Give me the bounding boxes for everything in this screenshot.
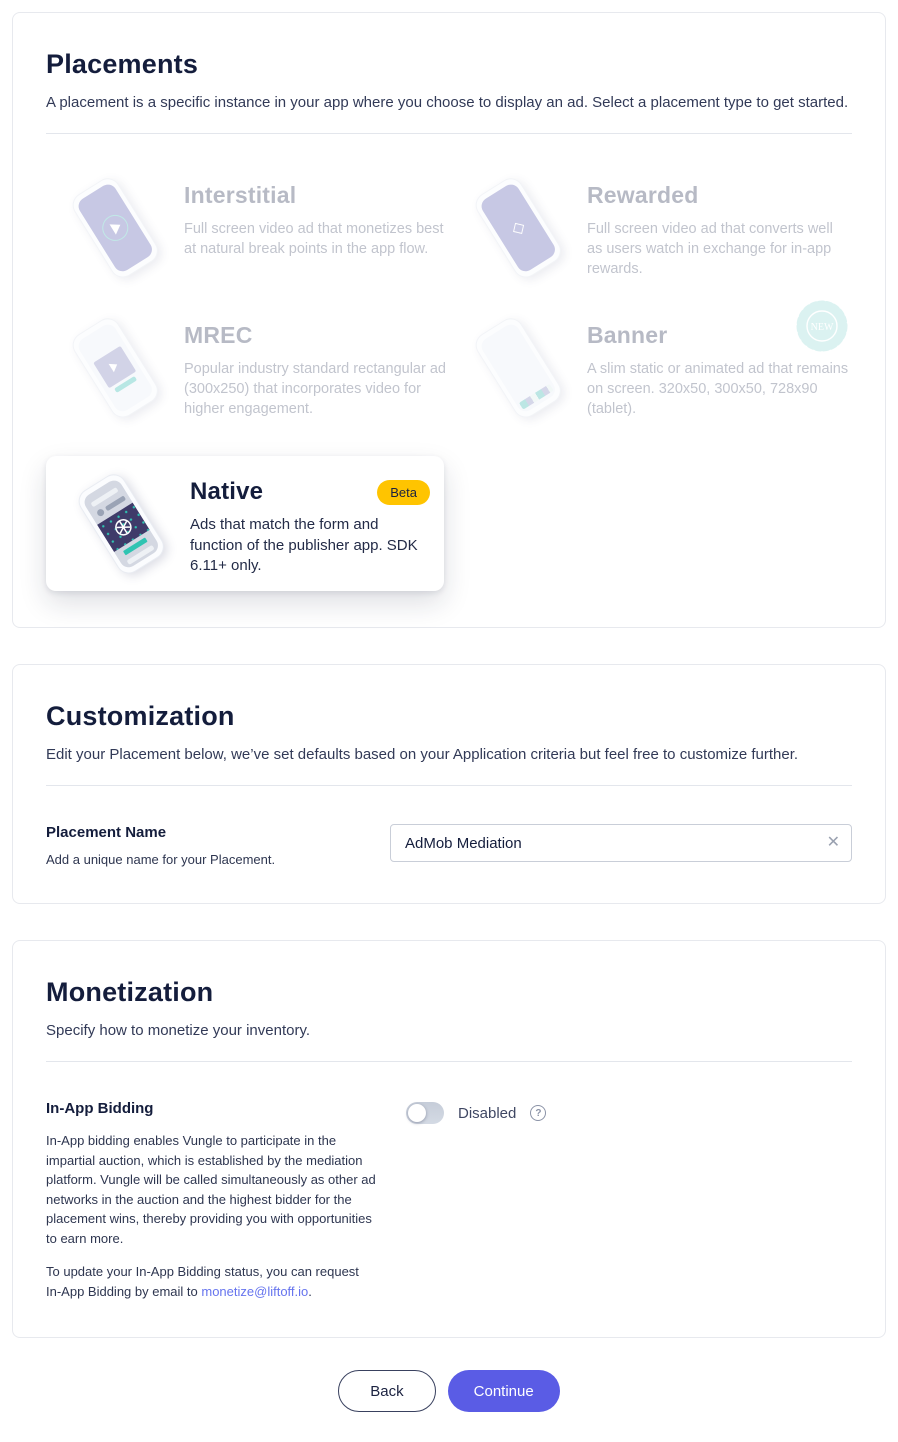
placement-option-banner[interactable] — [449, 314, 852, 454]
option-description: Full screen video ad that monetizes best at natural break points in the app flow. — [184, 221, 444, 257]
option-description: A slim static or animated ad that remains on screen. 320x50, 300x50, 728x90 (tablet). — [587, 361, 849, 417]
customization-section — [12, 664, 886, 904]
option-description: Ads that match the form and function of the publisher app. SDK 6.11+ only. — [190, 516, 418, 575]
new-badge — [796, 300, 848, 352]
placement-name-input-wrap — [390, 824, 852, 862]
banner-ad-strip — [519, 384, 554, 410]
rewarded-phone-icon — [449, 174, 571, 314]
option-description: Full screen video ad that converts well as users watch in exchange for in-app rewards. — [587, 221, 833, 277]
placement-options-grid — [46, 134, 852, 591]
in-app-bidding-label: In-App Bidding — [46, 1100, 154, 1118]
placement-option-interstitial[interactable] — [46, 174, 449, 314]
customization-description: Edit your Placement below, we’ve set defaults based on your Application criteria but feel free to customize further. — [46, 746, 799, 764]
mrec-phone-icon — [46, 314, 168, 454]
clear-input-icon[interactable]: ✕ — [826, 834, 840, 852]
back-button[interactable]: Back — [338, 1370, 435, 1412]
monetize-email-link[interactable]: monetize@liftoff.io — [201, 1283, 309, 1299]
gem-icon: ◇ — [507, 215, 529, 240]
in-app-bidding-row — [46, 1062, 852, 1301]
native-phone-icon — [52, 470, 174, 577]
play-icon — [109, 360, 120, 372]
in-app-bidding-description: In-App bidding enables Vungle to participate in the impartial auction, which is established by the mediation platform. Vungle will be called simultaneously as other ad networks in the auction and the highest bidder for the placement wins, thereby providing you with opportunities to earn more. — [46, 1133, 376, 1246]
placements-section — [12, 12, 886, 628]
shutter-icon — [111, 515, 136, 540]
placement-name-input[interactable] — [403, 834, 817, 853]
option-title: Rewarded — [587, 182, 699, 208]
play-icon — [97, 210, 133, 246]
beta-badge: Beta — [377, 480, 430, 505]
placement-option-native[interactable] — [46, 456, 444, 591]
monetization-title: Monetization — [46, 977, 214, 1008]
interstitial-phone-icon — [46, 174, 168, 314]
option-title: Native — [190, 478, 264, 505]
in-app-bidding-toggle[interactable] — [406, 1102, 444, 1124]
in-app-bidding-contact: To update your In-App Bidding status, you can request In-App Bidding by email to monetize@liftoff.io. — [46, 1264, 359, 1299]
placement-name-row — [46, 786, 852, 867]
placements-title: Placements — [46, 49, 199, 79]
banner-phone-icon — [449, 314, 571, 454]
monetization-description: Specify how to monetize your inventory. — [46, 1022, 311, 1040]
monetization-section — [12, 940, 886, 1338]
placement-option-rewarded[interactable] — [449, 174, 852, 314]
toggle-state-label: Disabled — [458, 1104, 517, 1122]
placements-description: A placement is a specific instance in your app where you choose to display an ad. Select a placement type to get started. — [46, 94, 849, 111]
placement-name-label: Placement Name — [46, 824, 167, 842]
help-icon[interactable]: ? — [530, 1105, 546, 1121]
placement-option-mrec[interactable] — [46, 314, 449, 454]
continue-button[interactable]: Continue — [448, 1370, 560, 1412]
footer-actions — [0, 1370, 898, 1412]
placement-name-help: Add a unique name for your Placement. — [46, 852, 276, 868]
option-title: Banner — [587, 322, 668, 348]
option-description: Popular industry standard rectangular ad (300x250) that incorporates video for higher engagement. — [184, 361, 446, 417]
customization-title: Customization — [46, 701, 235, 732]
toggle-knob — [408, 1104, 426, 1122]
option-title: Interstitial — [184, 182, 297, 208]
svg-text:NEW: NEW — [810, 322, 834, 333]
option-title: MREC — [184, 322, 253, 348]
